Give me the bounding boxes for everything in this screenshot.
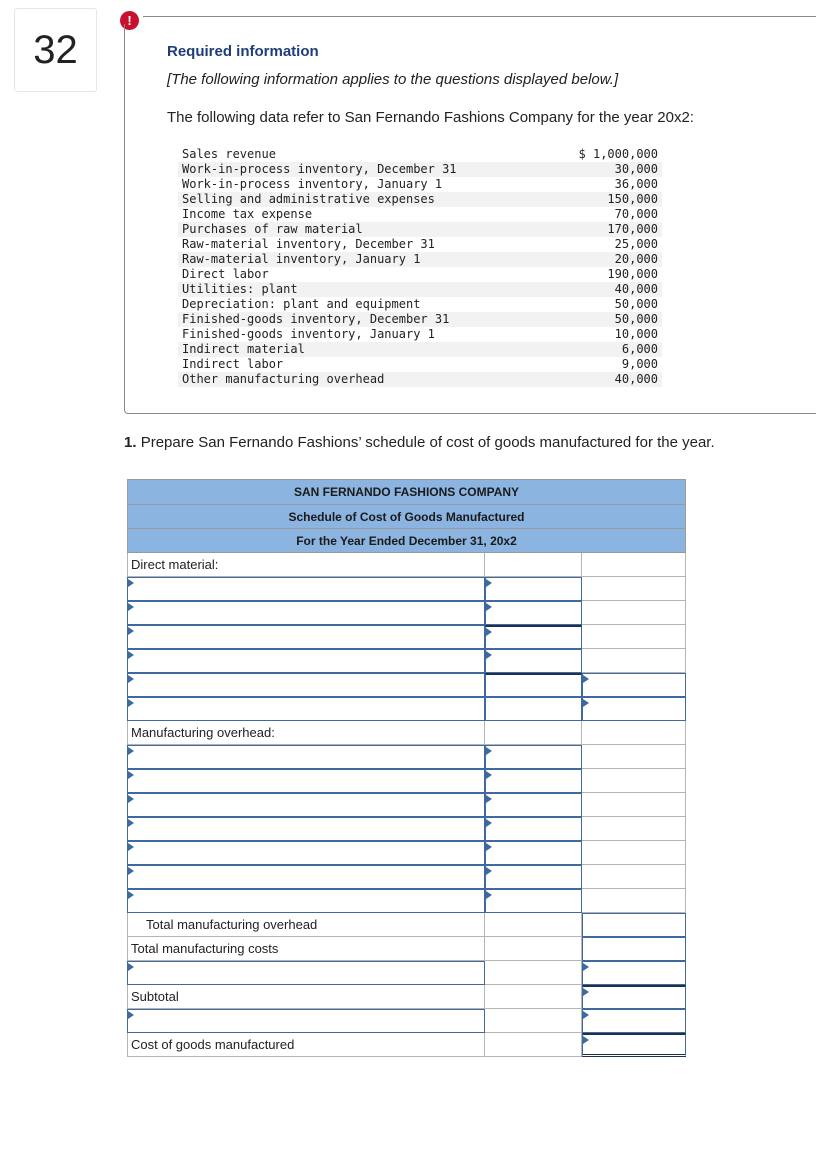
data-value: 30,000 [548,162,662,177]
data-value: 50,000 [614,297,658,311]
table-row [127,937,686,961]
cogm-input[interactable] [582,1033,686,1057]
total-overhead-input[interactable] [582,913,686,937]
data-label: Finished-goods inventory, December 31 [178,312,548,327]
data-label: Selling and administrative expenses [178,192,548,207]
data-table [178,147,662,387]
data-row [178,147,662,162]
data-value: 20,000 [548,252,662,267]
question-number-label: 1. [124,434,137,451]
dm-amount-input[interactable] [485,625,582,649]
data-value: 25,000 [614,237,658,251]
divider [143,16,816,17]
dm-label-dropdown[interactable] [127,601,485,625]
data-label: Income tax expense [182,207,313,221]
data-label: Work-in-process inventory, January 1 [182,177,443,191]
table-row [127,745,686,769]
data-row [178,222,662,237]
table-row [127,1009,686,1033]
alert-icon: ! [120,11,139,30]
dl-amount-input[interactable] [485,697,582,721]
table-row [127,985,686,1009]
data-label: Utilities: plant [178,282,548,297]
data-row [178,312,662,327]
table-row [127,601,686,625]
table-row [127,577,686,601]
subtotal-input[interactable] [582,985,686,1009]
overhead-label: Manufacturing overhead: [127,721,485,745]
table-row [127,553,686,577]
mo-amount-input[interactable] [485,889,582,913]
data-value: $ 1,000,000 [578,147,658,161]
data-label: Raw-material inventory, January 1 [178,252,548,267]
data-value: 6,000 [548,342,662,357]
mo-label-dropdown[interactable] [127,817,485,841]
table-row [127,961,686,985]
table-row [127,673,686,697]
dl-total-input[interactable] [582,697,686,721]
data-row [178,192,662,207]
data-row [178,327,662,342]
table-row [127,649,686,673]
data-row [178,177,662,192]
mo-label-dropdown[interactable] [127,793,485,817]
schedule-worksheet [127,479,686,1057]
data-row [178,237,662,252]
mo-label-dropdown[interactable] [127,769,485,793]
data-value: 50,000 [548,312,662,327]
question-prompt [124,434,715,451]
data-row [178,252,662,267]
wip-begin-input[interactable] [582,961,686,985]
table-row [127,817,686,841]
table-row [127,1033,686,1057]
table-row [127,913,686,937]
table-row [127,889,686,913]
mo-label-dropdown[interactable] [127,841,485,865]
dm-label-dropdown[interactable] [127,673,485,697]
wip-label-dropdown[interactable] [127,961,485,985]
required-title: Required information [167,43,319,60]
data-value: 190,000 [607,267,658,281]
table-row [127,769,686,793]
mo-amount-input[interactable] [485,841,582,865]
cogm-label: Cost of goods manufactured [127,1033,485,1057]
data-value: 40,000 [548,372,662,387]
data-value: 9,000 [621,357,658,371]
data-label: Direct labor [182,267,269,281]
dm-label-dropdown[interactable] [127,625,485,649]
dm-amount-input[interactable] [485,673,582,697]
required-note: [The following information applies to the questions displayed below.] [167,71,619,88]
mo-amount-input[interactable] [485,865,582,889]
data-label: Finished-goods inventory, January 1 [182,327,435,341]
table-row [127,625,686,649]
wip-end-dropdown[interactable] [127,1009,485,1033]
data-value: 40,000 [548,282,662,297]
data-label: Sales revenue [182,147,276,161]
mo-label-dropdown[interactable] [127,745,485,769]
dm-amount-input[interactable] [485,577,582,601]
schedule-period: For the Year Ended December 31, 20x2 [127,529,686,553]
data-row [178,267,662,282]
data-row [178,162,662,177]
data-label: Raw-material inventory, December 31 [182,237,435,251]
data-label: Work-in-process inventory, December 31 [178,162,548,177]
table-row [127,865,686,889]
data-row [178,342,662,357]
mo-amount-input[interactable] [485,817,582,841]
data-value: 150,000 [548,192,662,207]
dm-amount-input[interactable] [485,649,582,673]
mo-label-dropdown[interactable] [127,889,485,913]
dm-amount-input[interactable] [485,601,582,625]
direct-material-label: Direct material: [127,553,485,577]
mo-label-dropdown[interactable] [127,865,485,889]
data-label: Other manufacturing overhead [178,372,548,387]
data-row [178,297,662,312]
data-value: 36,000 [614,177,658,191]
mo-amount-input[interactable] [485,793,582,817]
table-row [127,841,686,865]
data-row [178,372,662,387]
data-row [178,282,662,297]
dm-label-dropdown[interactable] [127,649,485,673]
subtotal-label: Subtotal [127,985,485,1009]
data-value: 70,000 [614,207,658,221]
data-value: 10,000 [614,327,658,341]
total-overhead-label: Total manufacturing overhead [127,913,485,937]
data-label: Indirect material [178,342,548,357]
data-label: Indirect labor [182,357,284,371]
mo-amount-input[interactable] [485,769,582,793]
data-label: Depreciation: plant and equipment [182,297,421,311]
data-row [178,207,662,222]
data-label: Purchases of raw material [178,222,548,237]
dm-total-input[interactable] [582,673,686,697]
schedule-title: Schedule of Cost of Goods Manufactured [127,505,686,529]
table-row [127,697,686,721]
data-row [178,357,662,372]
total-costs-label: Total manufacturing costs [127,937,485,961]
data-value: 170,000 [548,222,662,237]
question-number: 32 [14,8,97,92]
mo-amount-input[interactable] [485,745,582,769]
schedule-company: SAN FERNANDO FASHIONS COMPANY [127,479,686,505]
wip-end-input[interactable] [582,1009,686,1033]
total-costs-input[interactable] [582,937,686,961]
dm-label-dropdown[interactable] [127,577,485,601]
table-row [127,793,686,817]
intro-text: The following data refer to San Fernando Fashions Company for the year 20x2: [167,109,694,126]
dl-label-dropdown[interactable] [127,697,485,721]
table-row [127,721,686,745]
question-text: Prepare San Fernando Fashions’ schedule of cost of goods manufactured for the year. [140,434,715,451]
